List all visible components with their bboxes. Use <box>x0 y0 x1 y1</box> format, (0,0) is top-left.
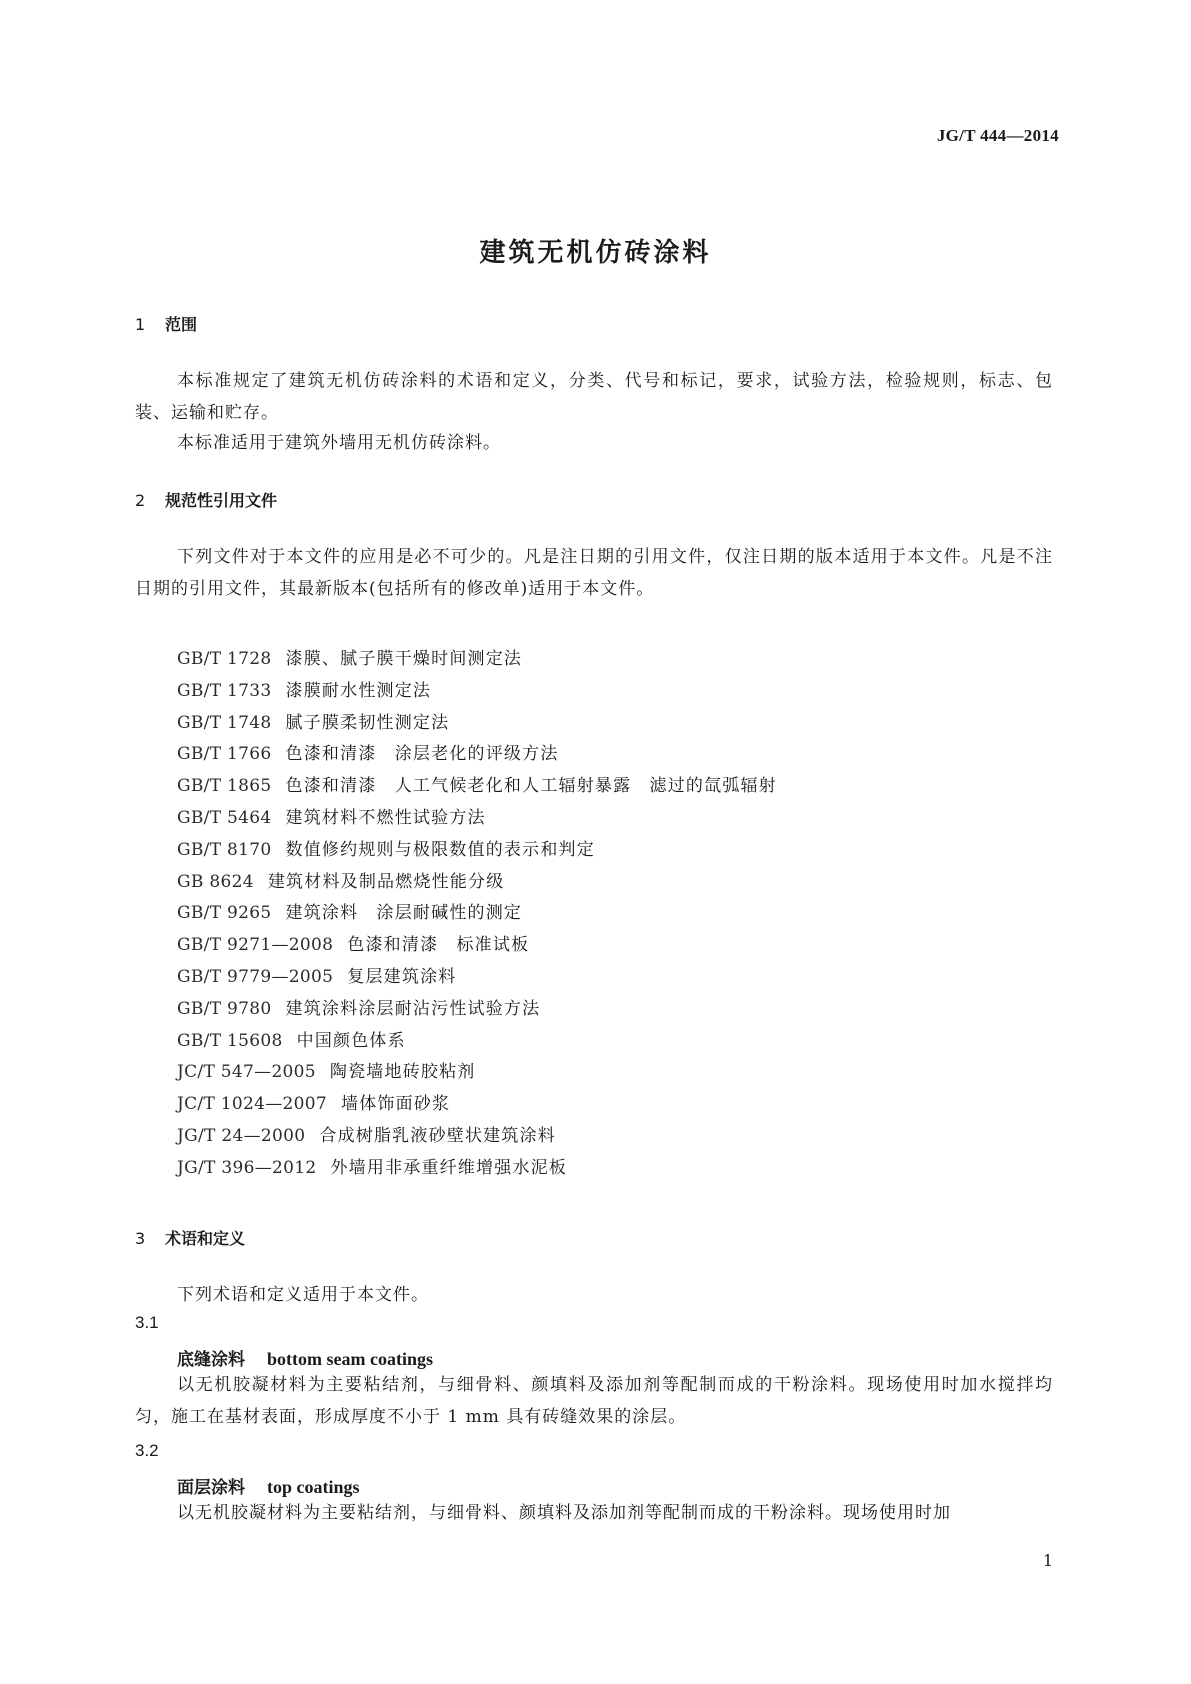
reference-code: JC/T 547—2005 <box>177 1062 316 1083</box>
reference-title: 墙体饰面砂浆 <box>341 1094 451 1115</box>
reference-title: 建筑涂料涂层耐沾污性试验方法 <box>285 998 541 1019</box>
normative-references-intro: 下列文件对于本文件的应用是必不可少的。凡是注日期的引用文件，仅注日期的版本适用于本文件。凡是不注日期的引用文件，其最新版本(包括所有的修改单)适用于本文件。 <box>135 547 1053 599</box>
reference-title: 复层建筑涂料 <box>347 966 457 987</box>
reference-item <box>177 835 777 867</box>
reference-item <box>177 1089 777 1121</box>
reference-code: GB/T 8170 <box>177 839 272 860</box>
reference-item <box>177 739 777 771</box>
reference-title: 漆膜耐水性测定法 <box>285 680 432 701</box>
reference-title: 色漆和清漆 标准试板 <box>347 935 530 956</box>
scope-applicability-paragraph: 本标准适用于建筑外墙用无机仿砖涂料。 <box>177 433 501 453</box>
term-number: 3.2 <box>135 1441 159 1460</box>
reference-code: JG/T 396—2012 <box>177 1157 317 1178</box>
terms-intro: 下列术语和定义适用于本文件。 <box>177 1285 429 1305</box>
standard-code: JG/T 444—2014 <box>936 126 1059 145</box>
section-title: 术语和定义 <box>165 1229 246 1248</box>
term-name-zh: 面层涂料 <box>177 1478 245 1498</box>
reference-item <box>177 898 777 930</box>
reference-title: 外墙用非承重纤维增强水泥板 <box>330 1157 568 1178</box>
reference-item <box>177 803 777 835</box>
reference-item <box>177 1121 777 1153</box>
section-number: 2 <box>135 491 146 510</box>
reference-list <box>177 644 777 1185</box>
reference-item <box>177 1026 777 1058</box>
reference-title: 合成树脂乳液砂壁状建筑涂料 <box>319 1125 556 1146</box>
reference-code: GB/T 1748 <box>177 712 272 733</box>
section-title: 规范性引用文件 <box>165 491 278 510</box>
reference-title: 建筑涂料 涂层耐碱性的测定 <box>285 903 523 924</box>
reference-title: 建筑材料及制品燃烧性能分级 <box>267 871 505 892</box>
reference-code: GB/T 9780 <box>177 998 272 1019</box>
reference-title: 腻子膜柔韧性测定法 <box>285 712 450 733</box>
reference-code: GB/T 1766 <box>177 744 272 765</box>
reference-title: 数值修约规则与极限数值的表示和判定 <box>285 839 595 860</box>
term-name-zh: 底缝涂料 <box>177 1350 245 1370</box>
section-number: 1 <box>135 315 146 334</box>
reference-code: GB/T 15608 <box>177 1030 283 1051</box>
reference-item <box>177 867 777 899</box>
reference-code: GB/T 9265 <box>177 903 272 924</box>
reference-item <box>177 644 777 676</box>
reference-title: 色漆和清漆 涂层老化的评级方法 <box>285 744 559 765</box>
section-number: 3 <box>135 1229 146 1248</box>
reference-title: 漆膜、腻子膜干燥时间测定法 <box>285 649 523 669</box>
reference-code: GB 8624 <box>177 871 254 892</box>
reference-title: 色漆和清漆 人工气候老化和人工辐射暴露 滤过的氙弧辐射 <box>285 776 777 797</box>
reference-title: 建筑材料不燃性试验方法 <box>285 807 486 828</box>
term-heading <box>177 1345 433 1370</box>
term-definition: 以无机胶凝材料为主要粘结剂，与细骨料、颜填料及添加剂等配制而成的干粉涂料。现场使用时加 <box>177 1503 951 1523</box>
reference-item <box>177 1153 777 1185</box>
reference-item <box>177 994 777 1026</box>
reference-code: GB/T 1733 <box>177 680 272 701</box>
reference-item <box>177 930 777 962</box>
reference-item <box>177 962 777 994</box>
term-name-en: bottom seam coatings <box>267 1349 433 1369</box>
reference-code: GB/T 9779—2005 <box>177 966 334 987</box>
reference-code: JG/T 24—2000 <box>177 1125 306 1146</box>
term-heading <box>177 1473 360 1498</box>
document-title: 建筑无机仿砖涂料 <box>479 238 712 268</box>
reference-title: 中国颜色体系 <box>296 1030 406 1051</box>
section-heading-normative-references <box>135 488 277 511</box>
section-title: 范围 <box>165 315 198 334</box>
reference-code: GB/T 1728 <box>177 649 272 669</box>
section-heading-scope <box>135 312 197 335</box>
scope-paragraph: 本标准规定了建筑无机仿砖涂料的术语和定义，分类、代号和标记，要求，试验方法，检验规则，标志、包装、运输和贮存。 <box>135 371 1053 423</box>
reference-code: GB/T 1865 <box>177 776 272 797</box>
term-number: 3.1 <box>135 1313 159 1332</box>
reference-item <box>177 771 777 803</box>
page-number: 1 <box>1042 1551 1053 1570</box>
term-definition: 以无机胶凝材料为主要粘结剂，与细骨料、颜填料及添加剂等配制而成的干粉涂料。现场使用时加水搅拌均匀，施工在基材表面，形成厚度不小于 1 mm 具有砖缝效果的涂层。 <box>135 1375 1053 1427</box>
reference-code: JC/T 1024—2007 <box>177 1094 328 1115</box>
reference-item <box>177 708 777 740</box>
term-name-en: top coatings <box>267 1477 360 1497</box>
section-heading-terms-and-definitions <box>135 1226 245 1249</box>
reference-item <box>177 1057 777 1089</box>
reference-code: GB/T 9271—2008 <box>177 935 334 956</box>
reference-item <box>177 676 777 708</box>
reference-title: 陶瓷墙地砖胶粘剂 <box>329 1062 476 1083</box>
reference-code: GB/T 5464 <box>177 807 272 828</box>
